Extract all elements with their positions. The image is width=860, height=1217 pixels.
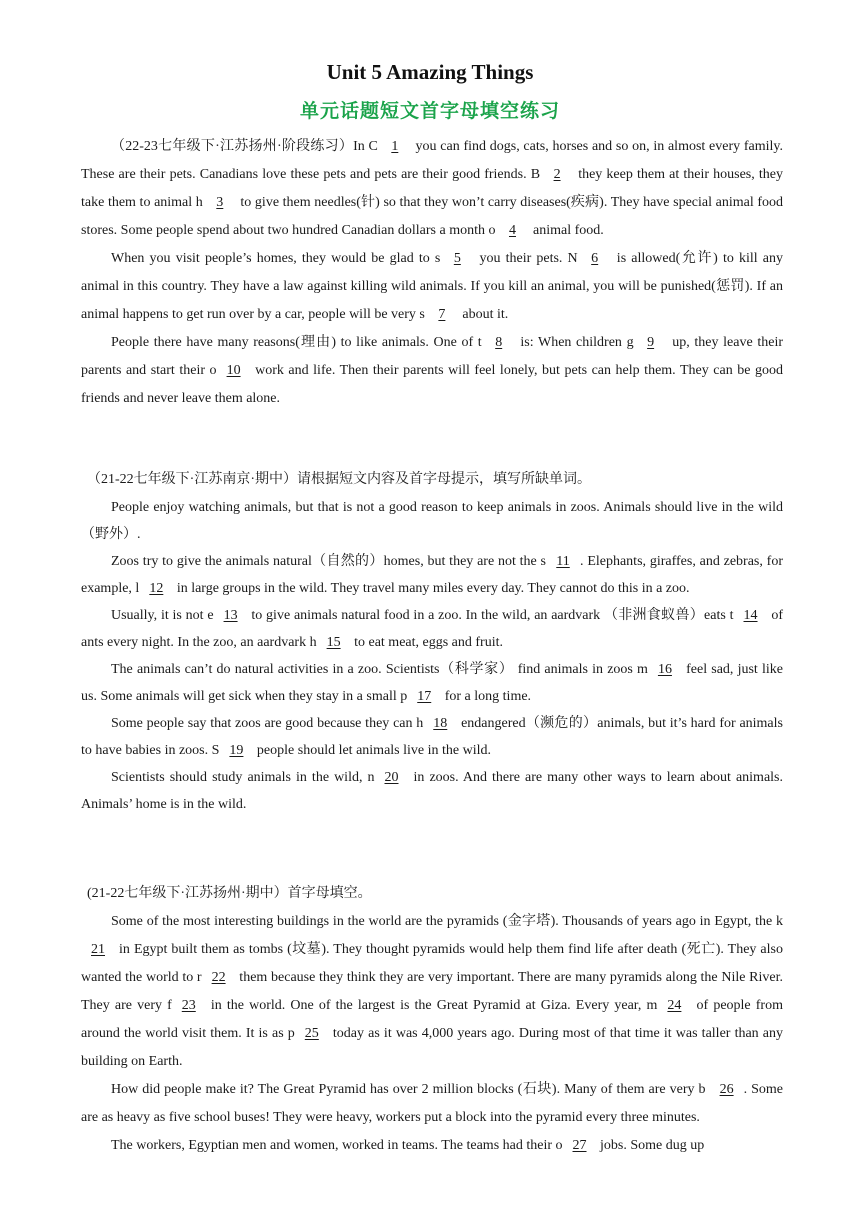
passage-1-paragraph-3 bbox=[81, 329, 783, 413]
paragraph-text: Some people say that zoos are good because they can h bbox=[111, 716, 424, 731]
answer-blank-26[interactable]: 26 bbox=[719, 1082, 734, 1097]
passage-2-paragraph-1 bbox=[81, 494, 783, 548]
paragraph-text: feel sad, just like us. Some animals will get sick when they stay in a small p bbox=[81, 662, 783, 704]
paragraph-text: In C bbox=[353, 139, 378, 154]
answer-blank-1[interactable]: 1 bbox=[391, 139, 399, 154]
passage-2-paragraph-6 bbox=[81, 764, 783, 818]
answer-blank-9[interactable]: 9 bbox=[647, 335, 655, 350]
passage-2-paragraph-2 bbox=[81, 548, 783, 602]
answer-blank-7[interactable]: 7 bbox=[438, 307, 446, 322]
answer-blank-22[interactable]: 22 bbox=[211, 970, 226, 985]
answer-blank-25[interactable]: 25 bbox=[304, 1026, 319, 1041]
passage-2-source: （21-22七年级下·江苏南京·期中）请根据短文内容及首字母提示，填写所缺单词。 bbox=[87, 472, 591, 487]
answer-blank-23[interactable]: 23 bbox=[181, 998, 196, 1013]
paragraph-text: work and life. Then their parents will feel lonely, but pets can help them. They can be good friends and never leave them alone. bbox=[81, 363, 783, 406]
paragraph-text: People enjoy watching animals, but that is not a good reason to keep animals in zoos. Animals should live in the wild（野外）. bbox=[81, 500, 783, 542]
document-title: Unit 5 Amazing Things bbox=[326, 60, 534, 84]
paragraph-text: today as it was 4,000 years ago. During most of that time it was taller than any building on Earth. bbox=[81, 1026, 784, 1069]
document-subtitle: 单元话题短文首字母填空练习 bbox=[299, 100, 560, 122]
paragraph-text: animal food. bbox=[529, 223, 604, 238]
paragraph-text: When you visit people’s homes, they would be glad to s bbox=[111, 251, 441, 266]
answer-blank-10[interactable]: 10 bbox=[226, 363, 241, 378]
answer-blank-24[interactable]: 24 bbox=[667, 998, 682, 1013]
paragraph-text: you can find dogs, cats, horses and so on, in almost every family. These are their pets. Canadians love these pets and pets are their good friends. B bbox=[81, 139, 783, 182]
paragraph-text: . Some are as heavy as five school buses! They were heavy, workers put a block into the pyramid every three minutes. bbox=[81, 1082, 783, 1125]
answer-blank-14[interactable]: 14 bbox=[743, 608, 758, 623]
passage-3-source: (21-22七年级下·江苏扬州·期中）首字母填空。 bbox=[87, 886, 372, 901]
paragraph-text: The animals can’t do natural activities in a zoo. Scientists（科学家） find animals in zoos m bbox=[111, 662, 648, 677]
passage-3-paragraph-3 bbox=[81, 1132, 783, 1160]
paragraph-text: in Egypt built them as tombs (坟墓). They thought pyramids would help them find life after death (死亡). They also wanted the world to r bbox=[81, 942, 783, 985]
paragraph-text: in zoos. And there are many other ways to learn about animals. Animals’ home is in the wild. bbox=[81, 770, 783, 812]
passage-2-paragraph-3 bbox=[81, 602, 783, 656]
paragraph-text: up, they leave their parents and start their o bbox=[81, 335, 783, 378]
paragraph-text: in large groups in the wild. They travel many miles every day. They cannot do this in a zoo. bbox=[173, 581, 690, 596]
paragraph-text: jobs. Some dug up bbox=[596, 1138, 705, 1153]
paragraph-text: Zoos try to give the animals natural（自然的）homes, but they are not the s bbox=[111, 554, 547, 569]
answer-blank-6[interactable]: 6 bbox=[591, 251, 599, 266]
paragraph-text: about it. bbox=[458, 307, 509, 322]
answer-blank-4[interactable]: 4 bbox=[508, 223, 516, 238]
paragraph-text: How did people make it? The Great Pyramid has over 2 million blocks (石块). Many of them are very b bbox=[111, 1082, 710, 1097]
passage-3-paragraph-2 bbox=[81, 1076, 783, 1132]
paragraph-text: them because they think they are very important. There are many pyramids along the Nile River. They are very f bbox=[81, 970, 783, 1013]
paragraph-text: you their pets. N bbox=[474, 251, 578, 266]
paragraph-text: people should let animals live in the wild. bbox=[253, 743, 491, 758]
paragraph-text: in the world. One of the largest is the Great Pyramid at Giza. Every year, m bbox=[205, 998, 658, 1013]
passage-1-source: （22-23七年级下·江苏扬州·阶段练习） bbox=[111, 139, 354, 154]
answer-blank-20[interactable]: 20 bbox=[384, 770, 399, 785]
passage-1 bbox=[81, 133, 783, 413]
passage-1-paragraph-2 bbox=[81, 245, 783, 329]
paragraph-text: Usually, it is not e bbox=[111, 608, 214, 623]
paragraph-text: The workers, Egyptian men and women, worked in teams. The teams had their o bbox=[111, 1138, 563, 1153]
passage-1-paragraph-1 bbox=[81, 133, 783, 245]
paragraph-text: of people from around the world visit them. It is as p bbox=[81, 998, 783, 1041]
paragraph-text: of ants every night. In the zoo, an aardvark h bbox=[81, 608, 783, 650]
paragraph-text: . Elephants, giraffes, and zebras, for example, l bbox=[81, 554, 784, 596]
paragraph-text: is allowed(允许) to kill any animal in this country. They have a law against killing wild animals. If you kill an animal, you will be punished(惩罚). If an animal happens to get run over by a car, people will be very s bbox=[81, 251, 783, 322]
paragraph-text: to give animals natural food in a zoo. In the wild, an aardvark （非洲食蚁兽）eats t bbox=[247, 608, 734, 623]
answer-blank-21[interactable]: 21 bbox=[91, 942, 105, 957]
answer-blank-19[interactable]: 19 bbox=[229, 743, 244, 758]
paragraph-text: Scientists should study animals in the wild, n bbox=[111, 770, 375, 785]
passage-3 bbox=[81, 880, 783, 1160]
paragraph-text: to eat meat, eggs and fruit. bbox=[350, 635, 503, 650]
paragraph-text: is: When children g bbox=[515, 335, 634, 350]
passage-2 bbox=[81, 466, 783, 818]
answer-blank-8[interactable]: 8 bbox=[495, 335, 503, 350]
paragraph-text: for a long time. bbox=[441, 689, 532, 704]
answer-blank-18[interactable]: 18 bbox=[433, 716, 448, 731]
answer-blank-5[interactable]: 5 bbox=[453, 251, 461, 266]
passage-3-paragraph-1 bbox=[81, 908, 783, 1076]
answer-blank-11[interactable]: 11 bbox=[556, 554, 570, 569]
paragraph-text: to give them needles(针) so that they won’t carry diseases(疾病). They have special animal food stores. Some people spend about two hundred Canadian dollars a month o bbox=[81, 195, 784, 238]
answer-blank-12[interactable]: 12 bbox=[149, 581, 164, 596]
answer-blank-13[interactable]: 13 bbox=[223, 608, 238, 623]
answer-blank-17[interactable]: 17 bbox=[417, 689, 432, 704]
passage-2-paragraph-5 bbox=[81, 710, 783, 764]
answer-blank-2[interactable]: 2 bbox=[553, 167, 561, 182]
answer-blank-27[interactable]: 27 bbox=[572, 1138, 587, 1153]
answer-blank-3[interactable]: 3 bbox=[216, 195, 224, 210]
answer-blank-15[interactable]: 15 bbox=[326, 635, 341, 650]
paragraph-text: Some of the most interesting buildings in the world are the pyramids (金字塔). Thousands of years ago in Egypt, the k bbox=[111, 914, 783, 929]
paragraph-text: People there have many reasons(理由) to like animals. One of t bbox=[111, 335, 482, 350]
paragraph-text: endangered（濒危的）animals, but it’s hard for animals to have babies in zoos. S bbox=[81, 716, 783, 758]
answer-blank-16[interactable]: 16 bbox=[657, 662, 672, 677]
paragraph-text: they keep them at their houses, they take them to animal h bbox=[81, 167, 783, 210]
passage-2-paragraph-4 bbox=[81, 656, 783, 710]
